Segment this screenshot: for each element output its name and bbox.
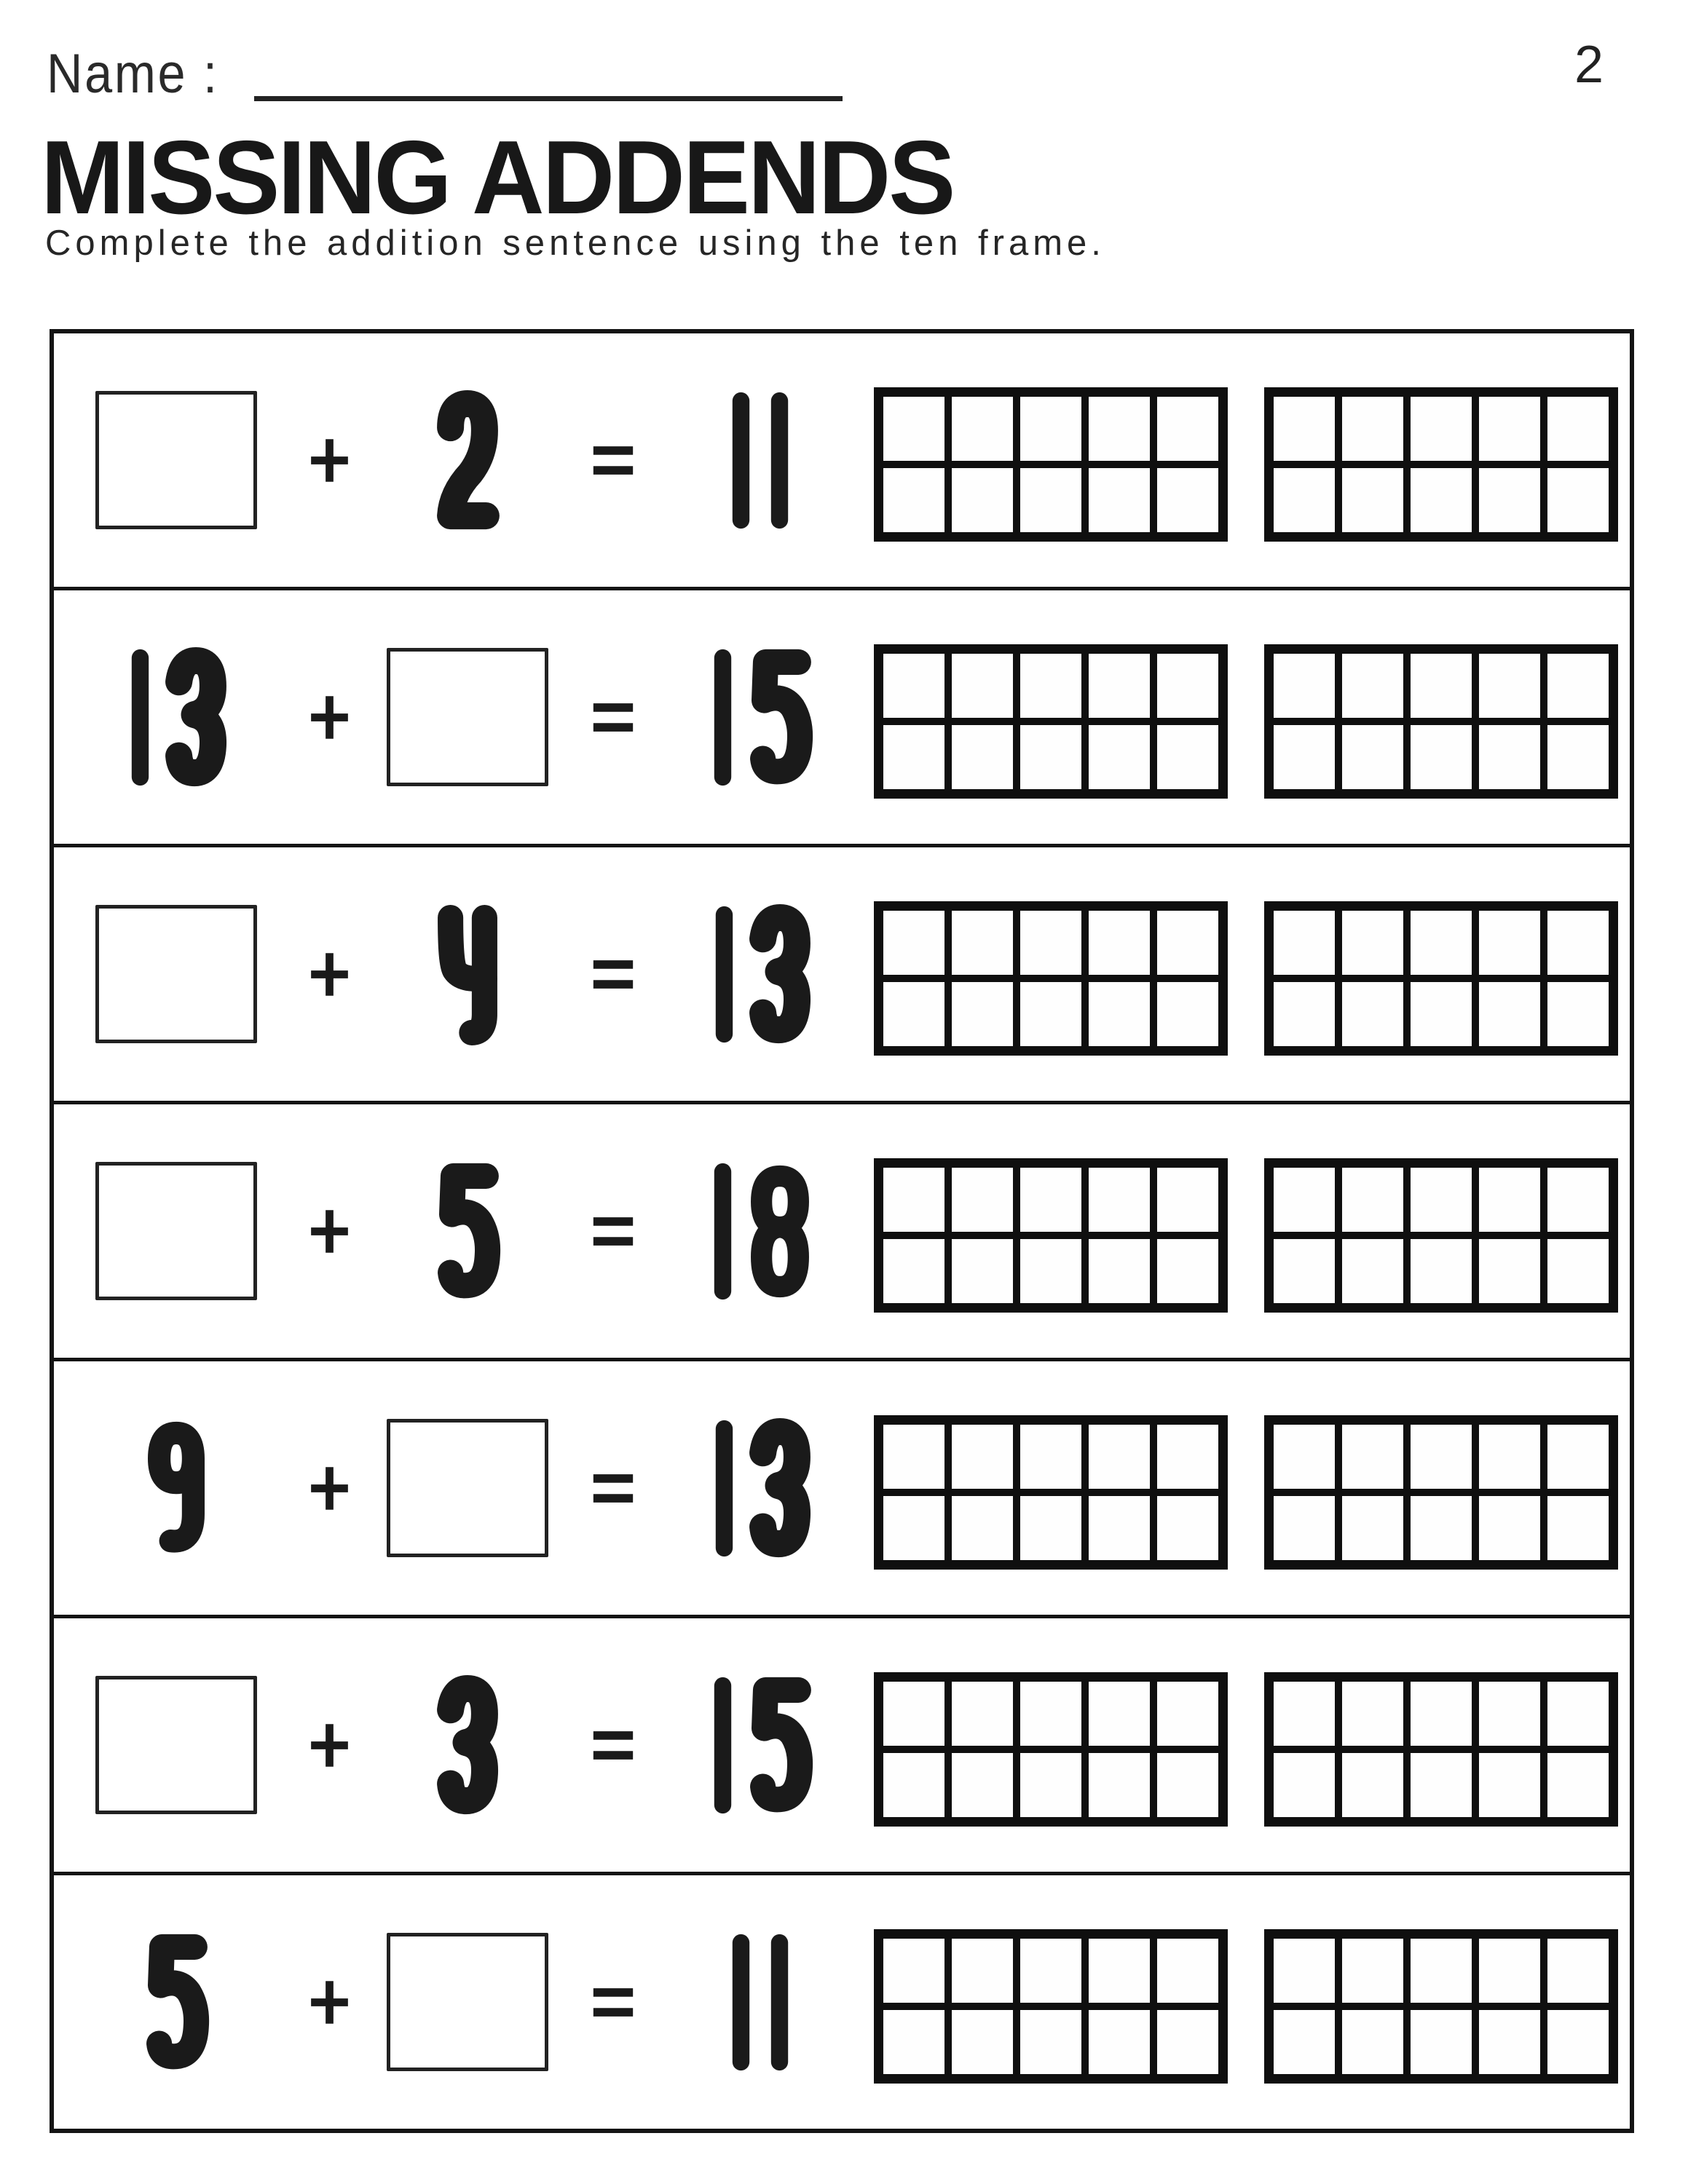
ten-frame [874,644,1228,799]
ten-frame-cell[interactable] [952,1496,1013,1560]
addend-second [433,903,502,1045]
ten-frame [1264,1929,1618,2084]
plus-icon [308,1417,351,1559]
addition-sentence [54,1361,869,1615]
ten-frame-cell[interactable] [1342,1168,1403,1232]
ten-frame-cell[interactable] [883,2010,944,2074]
ten-frame-cell[interactable] [952,982,1013,1046]
problem-row [54,1615,1630,1872]
addend-first [142,1417,210,1559]
ten-frames-group [874,1406,1618,1570]
ten-frame-cell[interactable] [952,468,1013,532]
plus-icon [308,1160,351,1302]
ten-frame [874,901,1228,1056]
ten-frame-cell[interactable] [1411,1496,1472,1560]
ten-frame-cell[interactable] [1342,1682,1403,1746]
ten-frame-cell[interactable] [1020,1496,1081,1560]
ten-frame-cell[interactable] [1479,982,1540,1046]
ten-frame-cell[interactable] [1020,2010,1081,2074]
ten-frame-cell[interactable] [883,1939,944,2003]
ten-frame-cell[interactable] [1479,725,1540,789]
equals-icon [589,1931,637,2073]
ten-frame-cell[interactable] [1089,468,1150,532]
ten-frame-cell[interactable] [1411,725,1472,789]
ten-frame-cell[interactable] [1089,1753,1150,1817]
ten-frame-cell[interactable] [1411,654,1472,718]
ten-frame-cell[interactable] [1479,1425,1540,1489]
ten-frame-cell[interactable] [1479,1682,1540,1746]
ten-frame-cell[interactable] [1342,1753,1403,1817]
problem-row [54,333,1630,587]
name-field-row [47,42,843,106]
ten-frame-cell[interactable] [883,1168,944,1232]
ten-frame-cell[interactable] [883,911,944,975]
sum-result [725,1931,795,2073]
ten-frame-cell[interactable] [1089,725,1150,789]
ten-frame [874,1672,1228,1827]
ten-frame [1264,1672,1618,1827]
ten-frame-cell[interactable] [952,1753,1013,1817]
ten-frame-cell[interactable] [1157,1682,1218,1746]
equals-icon [589,1160,637,1302]
ten-frame-cell[interactable] [1342,1239,1403,1303]
ten-frame-cell[interactable] [1157,1496,1218,1560]
ten-frame-cell[interactable] [1411,468,1472,532]
ten-frame [874,387,1228,542]
ten-frame [874,1929,1228,2084]
ten-frame-cell[interactable] [1020,654,1081,718]
ten-frame-cell[interactable] [1020,1168,1081,1232]
ten-frame-cell[interactable] [952,1939,1013,2003]
ten-frame-cell[interactable] [1089,911,1150,975]
addition-sentence [54,1875,869,2129]
ten-frame [1264,901,1618,1056]
ten-frame-cell[interactable] [1020,725,1081,789]
ten-frame-cell[interactable] [1342,2010,1403,2074]
ten-frame-cell[interactable] [1274,2010,1335,2074]
ten-frame-cell[interactable] [1089,1939,1150,2003]
sum-result [707,1160,814,1302]
ten-frame-cell[interactable] [1547,982,1609,1046]
ten-frame-cell[interactable] [952,1239,1013,1303]
plus-icon [308,1674,351,1816]
ten-frame-cell[interactable] [1547,1939,1609,2003]
ten-frames-group [874,1920,1618,2084]
ten-frame-cell[interactable] [1411,1239,1472,1303]
ten-frame-cell[interactable] [883,1496,944,1560]
ten-frame-cell[interactable] [883,982,944,1046]
ten-frame-cell[interactable] [1411,1682,1472,1746]
ten-frame-cell[interactable] [1547,1168,1609,1232]
ten-frame-cell[interactable] [1157,725,1218,789]
answer-box[interactable] [95,1162,257,1300]
ten-frame-cell[interactable] [1342,982,1403,1046]
ten-frame-cell[interactable] [883,725,944,789]
ten-frame-cell[interactable] [883,1425,944,1489]
ten-frame-cell[interactable] [1547,1239,1609,1303]
ten-frame-cell[interactable] [1274,1239,1335,1303]
problem-row [54,1872,1630,2129]
ten-frame-cell[interactable] [1479,1168,1540,1232]
ten-frame-cell[interactable] [1274,1682,1335,1746]
equals-icon [589,646,637,788]
problem-row [54,1358,1630,1615]
ten-frame-cell[interactable] [883,1239,944,1303]
ten-frame-cell[interactable] [1157,468,1218,532]
page-subtitle: Complete the addition sentence using the ten frame. [45,223,1105,263]
problem-row [54,1101,1630,1358]
ten-frame-cell[interactable] [1411,1753,1472,1817]
addend-second [435,1674,500,1816]
page-title: MISSING ADDENDS [41,119,954,237]
ten-frame-cell[interactable] [1274,911,1335,975]
ten-frame-cell[interactable] [1274,1168,1335,1232]
ten-frames-group [874,379,1618,542]
ten-frame-cell[interactable] [1342,911,1403,975]
ten-frame-cell[interactable] [1547,1496,1609,1560]
answer-box[interactable] [95,391,257,529]
ten-frame-cell[interactable] [1342,725,1403,789]
ten-frame-cell[interactable] [1089,1496,1150,1560]
ten-frame-cell[interactable] [1157,1425,1218,1489]
ten-frame-cell[interactable] [952,1168,1013,1232]
ten-frame-cell[interactable] [1479,397,1540,461]
ten-frame-cell[interactable] [1020,1682,1081,1746]
ten-frame-cell[interactable] [1411,397,1472,461]
ten-frame-cell[interactable] [1411,2010,1472,2074]
equals-icon [589,903,637,1045]
ten-frame-cell[interactable] [1157,2010,1218,2074]
ten-frame-cell[interactable] [883,397,944,461]
ten-frame-cell[interactable] [1089,1168,1150,1232]
sum-result [707,1674,814,1816]
ten-frame-cell[interactable] [1411,982,1472,1046]
ten-frame-cell[interactable] [883,468,944,532]
ten-frame-cell[interactable] [883,1753,944,1817]
ten-frame-cell[interactable] [883,654,944,718]
addend-first [142,1931,210,2073]
addition-sentence [54,333,869,587]
ten-frame [1264,644,1618,799]
ten-frame-cell[interactable] [1547,468,1609,532]
name-label: Name : [47,43,219,105]
ten-frame-cell[interactable] [1479,1939,1540,2003]
sum-result [707,646,814,788]
sum-result [725,389,795,531]
ten-frame [874,1158,1228,1313]
ten-frame-cell[interactable] [1089,1425,1150,1489]
ten-frame-cell[interactable] [1342,468,1403,532]
ten-frame-cell[interactable] [1020,1939,1081,2003]
ten-frame-cell[interactable] [1479,911,1540,975]
ten-frame-cell[interactable] [1089,1682,1150,1746]
ten-frame-cell[interactable] [1274,397,1335,461]
ten-frame-cell[interactable] [1274,1753,1335,1817]
ten-frame-cell[interactable] [1089,2010,1150,2074]
ten-frame-cell[interactable] [1411,911,1472,975]
addend-second [433,1160,502,1302]
ten-frame-cell[interactable] [1157,1168,1218,1232]
ten-frame-cell[interactable] [952,725,1013,789]
ten-frame-cell[interactable] [952,911,1013,975]
name-write-line[interactable] [254,96,843,101]
ten-frame-cell[interactable] [1157,1239,1218,1303]
ten-frame [1264,387,1618,542]
ten-frame-cell[interactable] [1547,1753,1609,1817]
addition-sentence [54,590,869,844]
ten-frames-group [874,1663,1618,1827]
ten-frame-cell[interactable] [952,654,1013,718]
ten-frame-cell[interactable] [952,2010,1013,2074]
ten-frame-cell[interactable] [1089,1239,1150,1303]
ten-frame-cell[interactable] [1479,1753,1540,1817]
plus-icon [308,389,351,531]
ten-frame-cell[interactable] [1274,1496,1335,1560]
ten-frame-cell[interactable] [1547,2010,1609,2074]
ten-frame-cell[interactable] [1479,1496,1540,1560]
ten-frames-group [874,893,1618,1056]
ten-frame-cell[interactable] [1157,982,1218,1046]
worksheet-table [50,329,1634,2133]
ten-frames-group [874,1150,1618,1313]
ten-frame-cell[interactable] [1411,1939,1472,2003]
ten-frame-cell[interactable] [1547,654,1609,718]
ten-frame-cell[interactable] [952,397,1013,461]
plus-icon [308,903,351,1045]
ten-frame-cell[interactable] [1547,1682,1609,1746]
addend-second [435,389,500,531]
ten-frame-cell[interactable] [1547,397,1609,461]
ten-frame [1264,1158,1618,1313]
ten-frame-cell[interactable] [1274,654,1335,718]
ten-frame-cell[interactable] [1274,1425,1335,1489]
problem-row [54,844,1630,1101]
problem-row [54,587,1630,844]
ten-frame [1264,1415,1618,1570]
ten-frame-cell[interactable] [1157,1753,1218,1817]
ten-frame-cell[interactable] [1342,1496,1403,1560]
ten-frame-cell[interactable] [1342,397,1403,461]
ten-frame-cell[interactable] [1157,397,1218,461]
answer-box[interactable] [95,1676,257,1814]
ten-frame-cell[interactable] [1089,397,1150,461]
ten-frame-cell[interactable] [1274,1939,1335,2003]
ten-frame-cell[interactable] [952,1682,1013,1746]
ten-frame-cell[interactable] [1020,468,1081,532]
equals-icon [589,389,637,531]
ten-frame-cell[interactable] [1411,1168,1472,1232]
ten-frame [874,1415,1228,1570]
ten-frame-cell[interactable] [1479,654,1540,718]
answer-box[interactable] [387,1419,548,1557]
ten-frame-cell[interactable] [1274,725,1335,789]
answer-box[interactable] [387,648,548,786]
ten-frame-cell[interactable] [1479,1239,1540,1303]
sum-result [709,1417,813,1559]
addition-sentence [54,1104,869,1358]
ten-frame-cell[interactable] [1020,397,1081,461]
ten-frame-cell[interactable] [1020,1425,1081,1489]
answer-box[interactable] [95,905,257,1043]
page-number: 2 [1574,36,1604,94]
addition-sentence [54,1618,869,1872]
ten-frame-cell[interactable] [1411,1425,1472,1489]
plus-icon [308,646,351,788]
ten-frame-cell[interactable] [1020,1753,1081,1817]
ten-frame-cell[interactable] [1157,654,1218,718]
equals-icon [589,1417,637,1559]
ten-frame-cell[interactable] [1274,468,1335,532]
ten-frame-cell[interactable] [1342,654,1403,718]
ten-frame-cell[interactable] [1547,911,1609,975]
ten-frame-cell[interactable] [1020,911,1081,975]
ten-frame-cell[interactable] [883,1682,944,1746]
ten-frame-cell[interactable] [1020,982,1081,1046]
ten-frame-cell[interactable] [1342,1939,1403,2003]
addition-sentence [54,847,869,1101]
ten-frame-cell[interactable] [1274,982,1335,1046]
plus-icon [308,1931,351,2073]
ten-frame-cell[interactable] [1157,911,1218,975]
ten-frame-cell[interactable] [1479,2010,1540,2074]
ten-frame-cell[interactable] [1547,725,1609,789]
ten-frame-cell[interactable] [1479,468,1540,532]
sum-result [709,903,813,1045]
ten-frame-cell[interactable] [1089,982,1150,1046]
ten-frame-cell[interactable] [952,1425,1013,1489]
ten-frames-group [874,636,1618,799]
ten-frame-cell[interactable] [1089,654,1150,718]
answer-box[interactable] [387,1933,548,2071]
addend-first [125,646,229,788]
ten-frame-cell[interactable] [1547,1425,1609,1489]
ten-frame-cell[interactable] [1020,1239,1081,1303]
ten-frame-cell[interactable] [1157,1939,1218,2003]
ten-frame-cell[interactable] [1342,1425,1403,1489]
equals-icon [589,1674,637,1816]
